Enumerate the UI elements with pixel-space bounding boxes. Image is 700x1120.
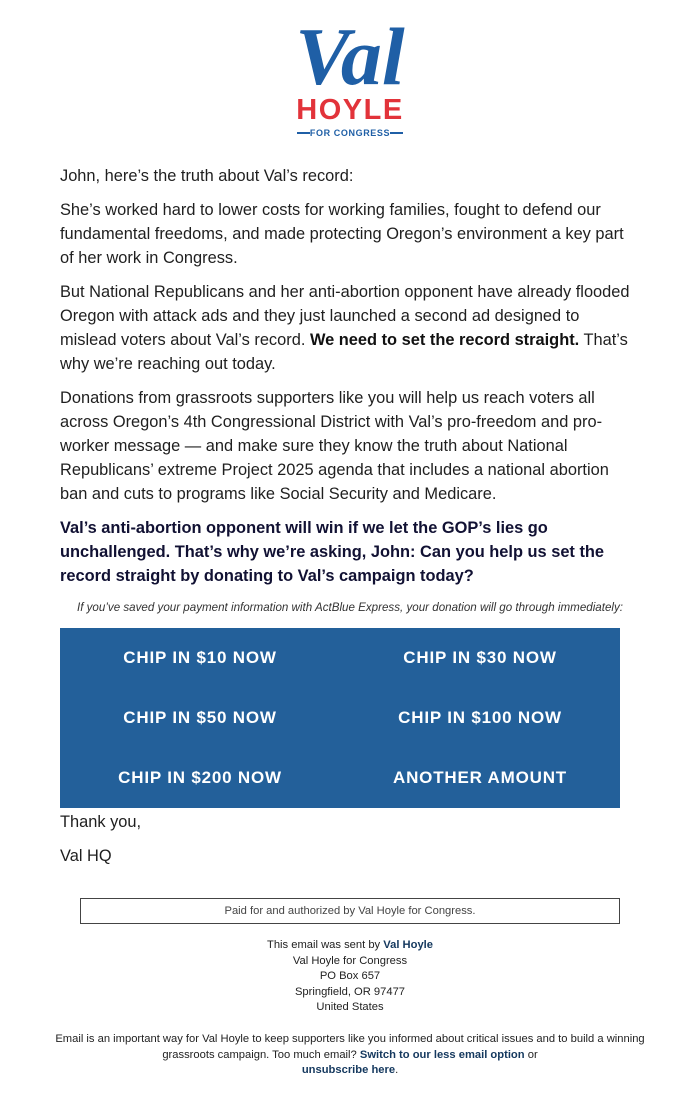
chip-in-100-button[interactable]: CHIP IN $100 NOW — [398, 708, 562, 727]
footer-city: Springfield, OR 97477 — [294, 985, 406, 998]
logo-tagline: FOR CONGRESS — [309, 128, 391, 138]
footer-address — [0, 938, 700, 1016]
appeal-paragraph: Val’s anti-abortion opponent will win if we let the GOP’s lies go unchallenged. That’s why we’re asking, John: Can you help us set the record straight by donating to Val’s campaign today? — [60, 519, 605, 585]
paragraph-donations: Donations from grassroots supporters like you will help us reach voters all across Oregon’s 4th Congressional District with Val’s pro-freedom and pro-worker message — and make sure they know the truth about National Republicans’ extreme Project 2025 agenda that includes a national abortion ban and cuts to programs like Social Security and Medicare. — [60, 389, 609, 503]
actblue-express-note: If you’ve saved your payment information with ActBlue Express, your donation will go through immediately: — [76, 601, 624, 614]
chip-in-50-button[interactable]: CHIP IN $50 NOW — [123, 708, 277, 727]
signoff-signature: Val HQ — [60, 847, 112, 865]
paragraph-attack-ads — [60, 280, 632, 376]
footer-org: Val Hoyle for Congress — [292, 954, 408, 967]
email-note-text: Email is an important way for Val Hoyle to keep supporters like you informed about critical issues and to build a winning grassroots campaign. Too much email? — [55, 1033, 645, 1061]
paragraph-attack-ads-end: That’s why we’re reaching out today. — [60, 331, 628, 373]
paid-for-text: Paid for and authorized by Val Hoyle for Congress. — [224, 905, 476, 917]
paragraph-attack-ads-start: But National Republicans and her anti-abortion opponent have already flooded Oregon with attack ads and they just launched a second ad designed to mislead voters about Val’s record. — [60, 283, 630, 349]
footer-po-box: PO Box 657 — [319, 970, 381, 982]
logo-surname-text: HOYLE — [296, 94, 404, 126]
or-text: or — [524, 1048, 538, 1061]
greeting: John, here’s the truth about Val’s record: — [60, 167, 354, 185]
less-email-link[interactable]: Switch to our less email option — [359, 1048, 525, 1061]
donation-button-grid — [60, 628, 620, 808]
chip-in-30-button[interactable]: CHIP IN $30 NOW — [403, 648, 557, 667]
sent-by-prefix: This email was sent by — [266, 939, 384, 951]
paragraph-attack-ads-bold: We need to set the record straight. — [309, 331, 580, 349]
footer-country: United States — [316, 1001, 384, 1013]
footer-email-preferences — [50, 1032, 650, 1079]
signoff-thanks: Thank you, — [60, 813, 142, 831]
another-amount-button[interactable]: ANOTHER AMOUNT — [393, 768, 567, 787]
sent-by-line — [0, 938, 700, 954]
logo-script-text: Val — [295, 11, 405, 102]
sent-by-name-link[interactable]: Val Hoyle — [383, 939, 434, 951]
chip-in-10-button[interactable]: CHIP IN $10 NOW — [123, 648, 277, 667]
paragraph-record: She’s worked hard to lower costs for working families, fought to defend our fundamental freedoms, and made protecting Oregon’s environment a key part of her work in Congress. — [60, 201, 624, 267]
email-body — [60, 164, 632, 868]
paid-for-disclaimer — [80, 898, 620, 924]
unsubscribe-link[interactable]: unsubscribe here — [301, 1064, 396, 1076]
chip-in-200-button[interactable]: CHIP IN $200 NOW — [118, 768, 282, 787]
campaign-logo — [268, 8, 432, 140]
footer-period: . — [395, 1064, 399, 1076]
